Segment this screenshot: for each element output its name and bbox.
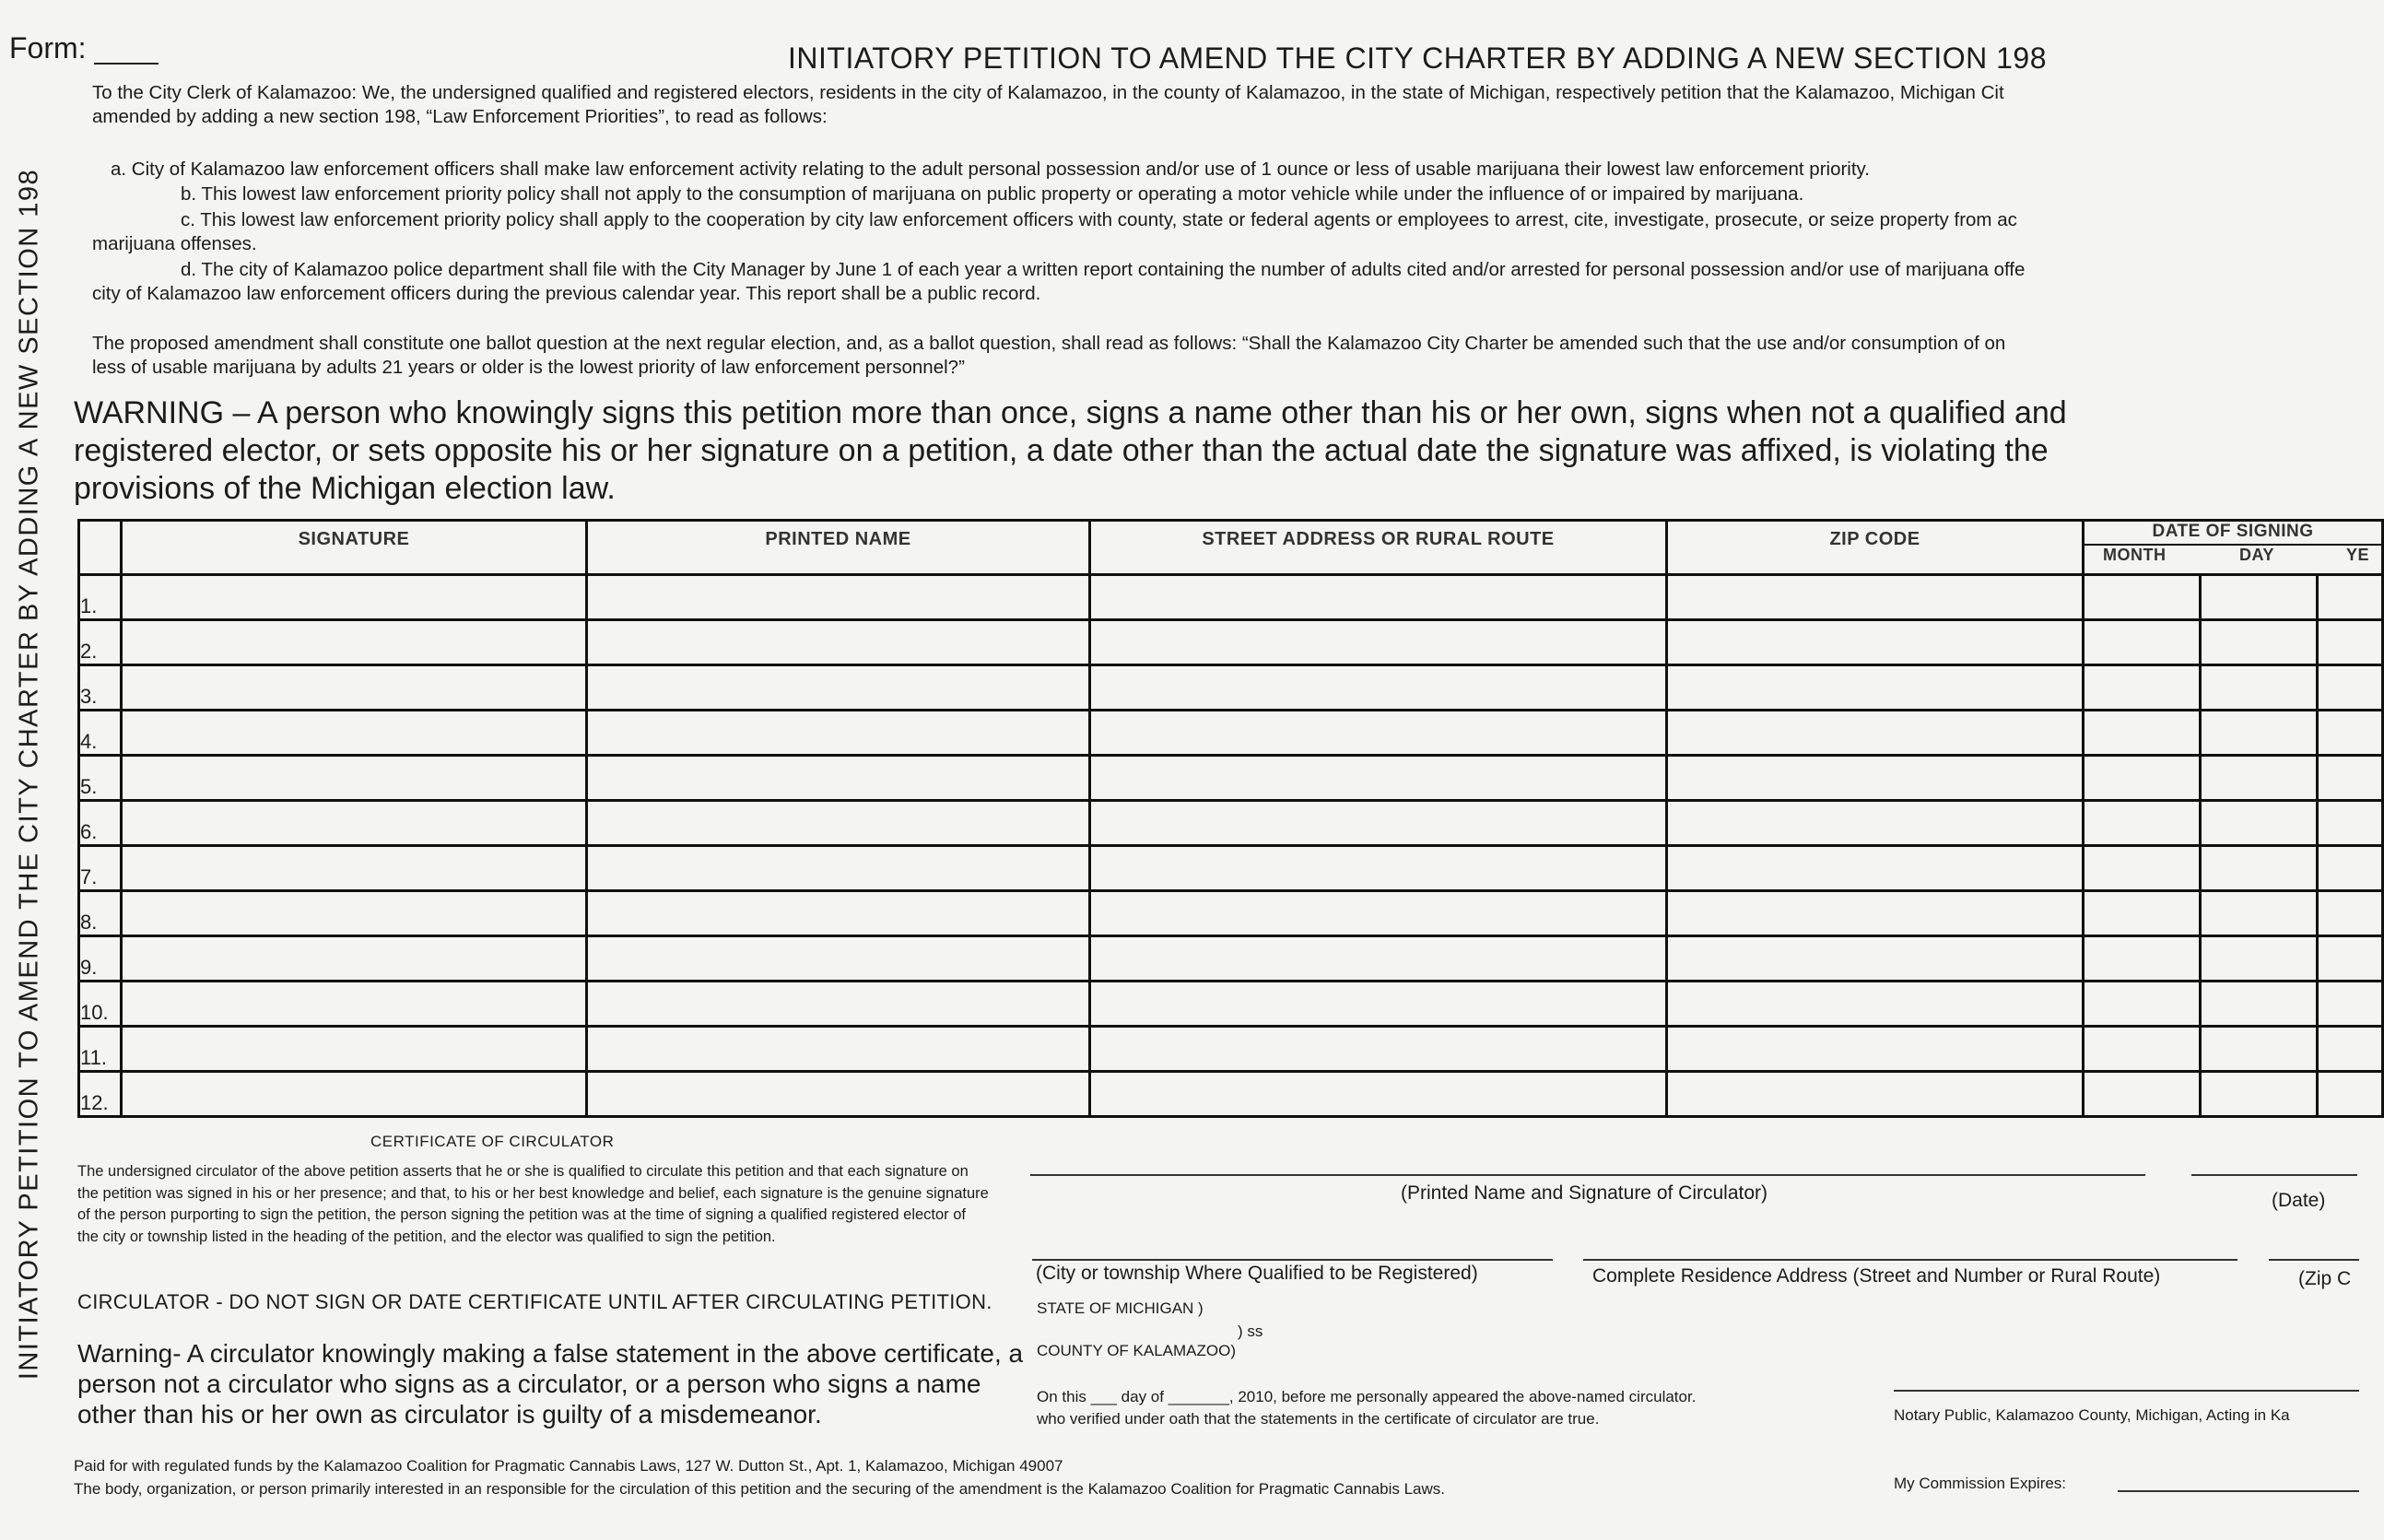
table-row xyxy=(79,1027,2383,1072)
printed-name-cell[interactable] xyxy=(587,801,1090,846)
header-signature: SIGNATURE xyxy=(122,521,587,575)
footer-line-1: Paid for with regulated funds by the Kalamazoo Coalition for Pragmatic Cannabis Laws, 127 W. Dutton St., Apt. 1, Kalamazoo, Michigan 49007 xyxy=(74,1457,1063,1475)
zip-cell[interactable] xyxy=(1667,891,2084,936)
day-cell[interactable] xyxy=(2201,575,2318,620)
signature-cell[interactable] xyxy=(122,982,587,1027)
header-day: DAY xyxy=(2239,546,2274,564)
day-cell[interactable] xyxy=(2201,1027,2318,1072)
printed-name-cell[interactable] xyxy=(587,665,1090,711)
zip-cell[interactable] xyxy=(1667,1072,2084,1117)
header-year: YE xyxy=(2346,546,2370,564)
header-printed-name: PRINTED NAME xyxy=(587,521,1090,575)
year-cell[interactable] xyxy=(2318,575,2383,620)
row-number: 4. xyxy=(79,711,122,756)
form-number-field[interactable] xyxy=(94,63,159,65)
certificate-body: The undersigned circulator of the above petition asserts that he or she is qualified to circulate this petition and that each signature on the petition was signed in his or her presence; and that, to his or her best knowledge and belief, each signature is the genuine signature of the person purporting to sign the petition, the person signing the petition was at the time of signing a qualified registered elector of the city or township listed in the heading of the petition, and the elector was qualified to sign the petition. xyxy=(77,1163,989,1245)
year-cell[interactable] xyxy=(2318,982,2383,1027)
notary-line[interactable] xyxy=(1894,1390,2359,1392)
item-c-cont: marijuana offenses. xyxy=(92,233,257,254)
printed-name-cell[interactable] xyxy=(587,756,1090,801)
day-cell[interactable] xyxy=(2201,665,2318,711)
month-cell[interactable] xyxy=(2084,936,2201,982)
zip-cell[interactable] xyxy=(1667,846,2084,891)
intro-line-1: To the City Clerk of Kalamazoo: We, the undersigned qualified and registered electors, residents in the city of Kalamazoo, in the county of Kalamazoo, in the state of Michigan, respectively petition that the Kalamazoo, Michigan Cit xyxy=(92,82,2004,103)
row-number: 8. xyxy=(79,891,122,936)
side-title-text: INITIATORY PETITION TO AMEND THE CITY CHARTER BY ADDING A NEW SECTION 198 xyxy=(14,168,44,1381)
row-number: 6. xyxy=(79,801,122,846)
table-row xyxy=(79,575,2383,620)
ballot-line-2: less of usable marijuana by adults 21 years or older is the lowest priority of law enforcement personnel?” xyxy=(92,357,965,378)
address-cell[interactable] xyxy=(1090,846,1667,891)
month-cell[interactable] xyxy=(2084,891,2201,936)
signature-cell[interactable] xyxy=(122,936,587,982)
day-cell[interactable] xyxy=(2201,891,2318,936)
month-cell[interactable] xyxy=(2084,1072,2201,1117)
header-month: MONTH xyxy=(2103,546,2167,564)
zip-cell[interactable] xyxy=(1667,620,2084,665)
header-date xyxy=(2084,521,2383,575)
address-cell[interactable] xyxy=(1090,711,1667,756)
address-cell[interactable] xyxy=(1090,891,1667,936)
month-cell[interactable] xyxy=(2084,801,2201,846)
signature-cell[interactable] xyxy=(122,575,587,620)
table-row xyxy=(79,801,2383,846)
month-cell[interactable] xyxy=(2084,620,2201,665)
zip-cell[interactable] xyxy=(1667,665,2084,711)
date-line[interactable] xyxy=(2191,1174,2357,1176)
intro-line-2: amended by adding a new section 198, “Law Enforcement Priorities”, to read as follows: xyxy=(92,106,828,127)
year-cell[interactable] xyxy=(2318,801,2383,846)
signature-cell[interactable] xyxy=(122,891,587,936)
year-cell[interactable] xyxy=(2318,711,2383,756)
item-b: b. This lowest law enforcement priority policy shall not apply to the consumption of marijuana on public property or operating a motor vehicle while under the influence of or impaired by marijuana. xyxy=(181,183,1804,205)
residence-line[interactable] xyxy=(1583,1259,2237,1261)
address-cell[interactable] xyxy=(1090,620,1667,665)
row-number: 1. xyxy=(79,575,122,620)
address-cell[interactable] xyxy=(1090,1072,1667,1117)
table-row xyxy=(79,1072,2383,1117)
oath-line-2: who verified under oath that the statements in the certificate of circulator are true. xyxy=(1037,1410,1600,1428)
printed-name-cell[interactable] xyxy=(587,982,1090,1027)
row-number: 10. xyxy=(79,982,122,1027)
signature-cell[interactable] xyxy=(122,665,587,711)
printed-name-cell[interactable] xyxy=(587,936,1090,982)
table-row xyxy=(79,846,2383,891)
table-row xyxy=(79,665,2383,711)
address-cell[interactable] xyxy=(1090,575,1667,620)
zip-cell[interactable] xyxy=(1667,575,2084,620)
city-line[interactable] xyxy=(1032,1259,1553,1261)
side-title xyxy=(2,143,57,1405)
zip-cell[interactable] xyxy=(1667,711,2084,756)
printed-name-label: (Printed Name and Signature of Circulator) xyxy=(1401,1182,1768,1204)
item-d: d. The city of Kalamazoo police department shall file with the City Manager by June 1 of each year a written report containing the number of adults cited and/or arrested for personal possession and/or use of marijuana offe xyxy=(181,259,2026,280)
year-cell[interactable] xyxy=(2318,1072,2383,1117)
address-cell[interactable] xyxy=(1090,982,1667,1027)
signature-cell[interactable] xyxy=(122,1072,587,1117)
year-cell[interactable] xyxy=(2318,620,2383,665)
day-cell[interactable] xyxy=(2201,620,2318,665)
signature-cell[interactable] xyxy=(122,1027,587,1072)
row-number: 2. xyxy=(79,620,122,665)
table-row xyxy=(79,982,2383,1027)
day-cell[interactable] xyxy=(2201,756,2318,801)
month-cell[interactable] xyxy=(2084,756,2201,801)
day-cell[interactable] xyxy=(2201,982,2318,1027)
table-row xyxy=(79,620,2383,665)
ss-label: ) ss xyxy=(1238,1323,1263,1340)
printed-name-cell[interactable] xyxy=(587,620,1090,665)
year-cell[interactable] xyxy=(2318,936,2383,982)
commission-label: My Commission Expires: xyxy=(1894,1475,2067,1492)
warning-text: WARNING – A person who knowingly signs this petition more than once, signs a name other than his or her own, signs when not a qualified and registered elector, or sets opposite his or her signature on a petition, a date other than the actual date the signature was affixed, is violating the provisions of the Michigan election law. xyxy=(74,395,2067,506)
month-cell[interactable] xyxy=(2084,982,2201,1027)
printed-name-cell[interactable] xyxy=(587,891,1090,936)
month-cell[interactable] xyxy=(2084,1027,2201,1072)
day-cell[interactable] xyxy=(2201,936,2318,982)
circulator-signature-line[interactable] xyxy=(1030,1174,2145,1176)
zip-label: (Zip C xyxy=(2298,1268,2352,1289)
header-address: STREET ADDRESS OR RURAL ROUTE xyxy=(1090,521,1667,575)
state-label: STATE OF MICHIGAN ) xyxy=(1037,1299,1204,1317)
printed-name-cell[interactable] xyxy=(587,846,1090,891)
printed-name-cell[interactable] xyxy=(587,711,1090,756)
year-cell[interactable] xyxy=(2318,665,2383,711)
month-cell[interactable] xyxy=(2084,575,2201,620)
notary-label: Notary Public, Kalamazoo County, Michigan, Acting in Ka xyxy=(1894,1406,2290,1424)
date-label: (Date) xyxy=(2272,1190,2326,1211)
county-label: COUNTY OF KALAMAZOO) xyxy=(1037,1342,1236,1359)
circulator-warning: Warning- A circulator knowingly making a false statement in the above certificate, a person not a circulator who signs as a circulator, or a person who signs a name other than his or her own as circulator is guilty of a misdemeanor. xyxy=(77,1339,1024,1428)
circulator-note: CIRCULATOR - DO NOT SIGN OR DATE CERTIFICATE UNTIL AFTER CIRCULATING PETITION. xyxy=(77,1290,992,1313)
table-row xyxy=(79,936,2383,982)
day-cell[interactable] xyxy=(2201,846,2318,891)
row-number: 5. xyxy=(79,756,122,801)
printed-name-cell[interactable] xyxy=(587,575,1090,620)
zip-line[interactable] xyxy=(2269,1259,2359,1261)
row-number: 12. xyxy=(79,1072,122,1117)
address-cell[interactable] xyxy=(1090,801,1667,846)
signature-cell[interactable] xyxy=(122,756,587,801)
signature-table xyxy=(77,519,2384,1118)
certificate-title: CERTIFICATE OF CIRCULATOR xyxy=(370,1133,615,1150)
month-cell[interactable] xyxy=(2084,711,2201,756)
address-cell[interactable] xyxy=(1090,756,1667,801)
signature-cell[interactable] xyxy=(122,711,587,756)
row-number: 11. xyxy=(79,1027,122,1072)
item-c: c. This lowest law enforcement priority policy shall apply to the cooperation by city law enforcement officers with county, state or federal agents or employees to arrest, cite, investigate, prosecute, or seize property from ac xyxy=(181,209,2017,230)
year-cell[interactable] xyxy=(2318,891,2383,936)
address-cell[interactable] xyxy=(1090,936,1667,982)
oath-line-1: On this ___ day of _______, 2010, before me personally appeared the above-named circulator. xyxy=(1037,1388,1697,1405)
commission-line[interactable] xyxy=(2118,1490,2359,1492)
printed-name-cell[interactable] xyxy=(587,1072,1090,1117)
table-row xyxy=(79,756,2383,801)
footer-line-2: The body, organization, or person primarily interested in an responsible for the circulation of this petition and the securing of the amendment is the Kalamazoo Coalition for Pragmatic Cannabis Laws. xyxy=(74,1480,1445,1498)
table-row xyxy=(79,711,2383,756)
zip-cell[interactable] xyxy=(1667,982,2084,1027)
table-row xyxy=(79,891,2383,936)
row-number: 7. xyxy=(79,846,122,891)
form-label: Form: xyxy=(9,31,87,65)
address-cell[interactable] xyxy=(1090,665,1667,711)
header-date-of-signing: DATE OF SIGNING xyxy=(2085,522,2381,546)
zip-cell[interactable] xyxy=(1667,756,2084,801)
city-label: (City or township Where Qualified to be Registered) xyxy=(1036,1263,1478,1284)
item-a: a. City of Kalamazoo law enforcement officers shall make law enforcement activity relating to the adult personal possession and/or use of 1 ounce or less of usable marijuana their lowest law enforcement priority. xyxy=(111,159,1870,180)
zip-cell[interactable] xyxy=(1667,801,2084,846)
year-cell[interactable] xyxy=(2318,846,2383,891)
day-cell[interactable] xyxy=(2201,1072,2318,1117)
row-number: 9. xyxy=(79,936,122,982)
item-d-cont: city of Kalamazoo law enforcement officers during the previous calendar year. This report shall be a public record. xyxy=(92,283,1041,304)
header-zip: ZIP CODE xyxy=(1667,521,2084,575)
month-cell[interactable] xyxy=(2084,665,2201,711)
zip-cell[interactable] xyxy=(1667,1027,2084,1072)
year-cell[interactable] xyxy=(2318,756,2383,801)
signature-cell[interactable] xyxy=(122,801,587,846)
header-number xyxy=(79,521,122,575)
month-cell[interactable] xyxy=(2084,846,2201,891)
day-cell[interactable] xyxy=(2201,801,2318,846)
year-cell[interactable] xyxy=(2318,1027,2383,1072)
signature-cell[interactable] xyxy=(122,846,587,891)
signature-cell[interactable] xyxy=(122,620,587,665)
page-title: INITIATORY PETITION TO AMEND THE CITY CHARTER BY ADDING A NEW SECTION 198 xyxy=(788,41,2047,75)
zip-cell[interactable] xyxy=(1667,936,2084,982)
residence-label: Complete Residence Address (Street and Number or Rural Route) xyxy=(1592,1265,2161,1287)
ballot-line-1: The proposed amendment shall constitute one ballot question at the next regular election, and, as a ballot question, shall read as follows: “Shall the Kalamazoo City Charter be amended such that the use and/or consumption of on xyxy=(92,333,2006,354)
address-cell[interactable] xyxy=(1090,1027,1667,1072)
day-cell[interactable] xyxy=(2201,711,2318,756)
row-number: 3. xyxy=(79,665,122,711)
printed-name-cell[interactable] xyxy=(587,1027,1090,1072)
